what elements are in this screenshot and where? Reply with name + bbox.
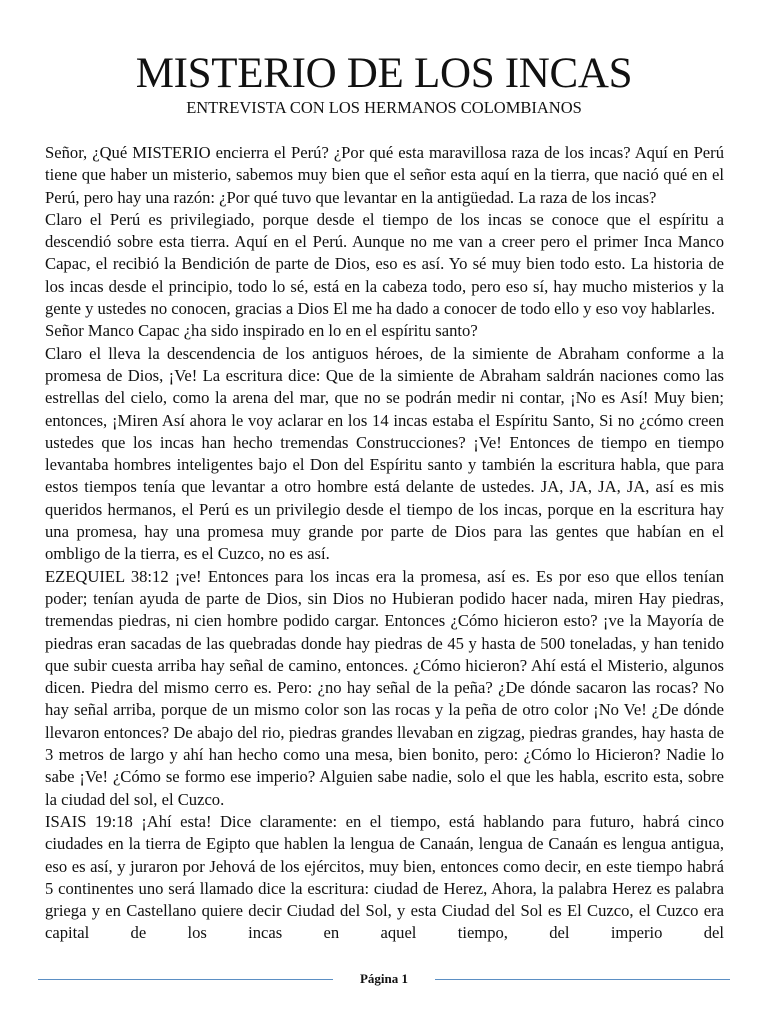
paragraph: Claro el Perú es privilegiado, porque desde el tiempo de los incas se conoce que el espíritu a descendió sobre esta tierra. Aquí en el Perú. Aunque no me van a creer pero el primer Inca Manco Capac, el recibió la Bendición de parte de Dios, eso es así. Yo sé muy bien todo esto. La historia de los incas desde el principio, todo lo sé, está en la cabeza todo, pero eso sí, hay mucho misterios y la gente y ustedes no conocen, gracias a Dios El me ha dado a conocer de todo ello y eso voy hablarles. [45, 209, 724, 319]
paragraph: Claro el lleva la descendencia de los antiguos héroes, de la simiente de Abraham conforme a la promesa de Dios, ¡Ve! La escritura dice: Que de la simiente de Abraham saldrán naciones como las estrellas del cielo, como la arena del mar, que no se podrán medir ni contar, ¡No es Así! Muy bien; entonces, ¡Miren Así ahora le voy aclarar en los 14 incas estaba el Espíritu Santo, Si no ¿cómo creen ustedes que los incas han hecho tremendas Construcciones? ¡Ve! Entonces de tiempo en tiempo levantaba hombres inteligentes bajo el Don del Espíritu santo y también la escritura habla, que para estos tiempos tenía que levantar a otro hombre está delante de ustedes. JA, JA, JA, JA, así es mis queridos hermanos, el Perú es un privilegio desde el tiempo de los incas, porque en la escritura hay una promesa, hay una promesa muy grande por parte de Dios para las gentes que habían en el ombligo de la tierra, es el Cuzco, no es así. [45, 343, 724, 564]
footer-rule-right [435, 979, 730, 980]
paragraph: Señor, ¿Qué MISTERIO encierra el Perú? ¿Por qué esta maravillosa raza de los incas? Aquí en Perú tiene que haber un misterio, sabemos muy bien que el señor esta aquí en la tierra, que nació qué en el Perú, pero hay una razón: ¿Por qué tuvo que levantar en la antigüedad. La raza de los incas? [45, 143, 724, 207]
paragraph: ISAIS 19:18 ¡Ahí esta! Dice claramente: en el tiempo, está hablando para futuro, habrá cinco ciudades en la tierra de Egipto que hablen la lengua de Canaán, lengua de Canaán es lengua antigua, eso es así, y juraron por Jehová de los ejércitos, muy bien, entonces como decir, en este tiempo habrá 5 continentes uno será llamado dice la escritura: ciudad de Herez, Ahora, la palabra Herez es palabra griega y en Castellano quiere decir Ciudad del Sol, y esta Ciudad del Sol es El Cuzco, el Cuzco era capital de los incas en aquel tiempo, del imperio del [45, 811, 724, 943]
page-number: Página 1 [359, 971, 409, 986]
paragraph: EZEQUIEL 38:12 ¡ve! Entonces para los incas era la promesa, así es. Es por eso que ellos tenían poder; tenían ayuda de parte de Dios, sin Dios no Hubieran podido hacer nada, miren Hay piedras, tremendas piedras, ni cien hombre podido cargar. Entonces ¿Cómo hicieron esto? ¡ve la Mayoría de piedras eran sacadas de las quebradas donde hay piedras de 45 y hasta de 500 toneladas, y han tenido que subir cuesta arriba hay señal de camino, entonces. ¿Cómo hicieron? Ahí está el Misterio, algunos dicen. Piedra del mismo cerro es. Pero: ¿no hay señal de la peña? ¿De dónde sacaron las rocas? No hay señal arriba, porque de un mismo color son las rocas y la peña de otro color ¡No Ve! ¿De dónde llevaron entonces? De abajo del rio, piedras grandes llevaban en zigzag, piedras grandes, hay hasta de 3 metros de largo y ahí han hecho como una mesa, bien bonito, pero: ¿Cómo lo Hicieron? Nadie lo sabe ¡Ve! ¿Cómo se formo ese imperio? Alguien sabe nadie, solo el que les habla, escrito esta, sobre la ciudad del sol, el Cuzco. [45, 566, 724, 809]
paragraph: Señor Manco Capac ¿ha sido inspirado en lo en el espíritu santo? [45, 321, 478, 341]
document-subtitle: ENTREVISTA CON LOS HERMANOS COLOMBIANOS [186, 98, 582, 117]
document-title: MISTERIO DE LOS INCAS [135, 50, 633, 97]
page-footer [38, 970, 730, 990]
document-body [45, 142, 724, 945]
